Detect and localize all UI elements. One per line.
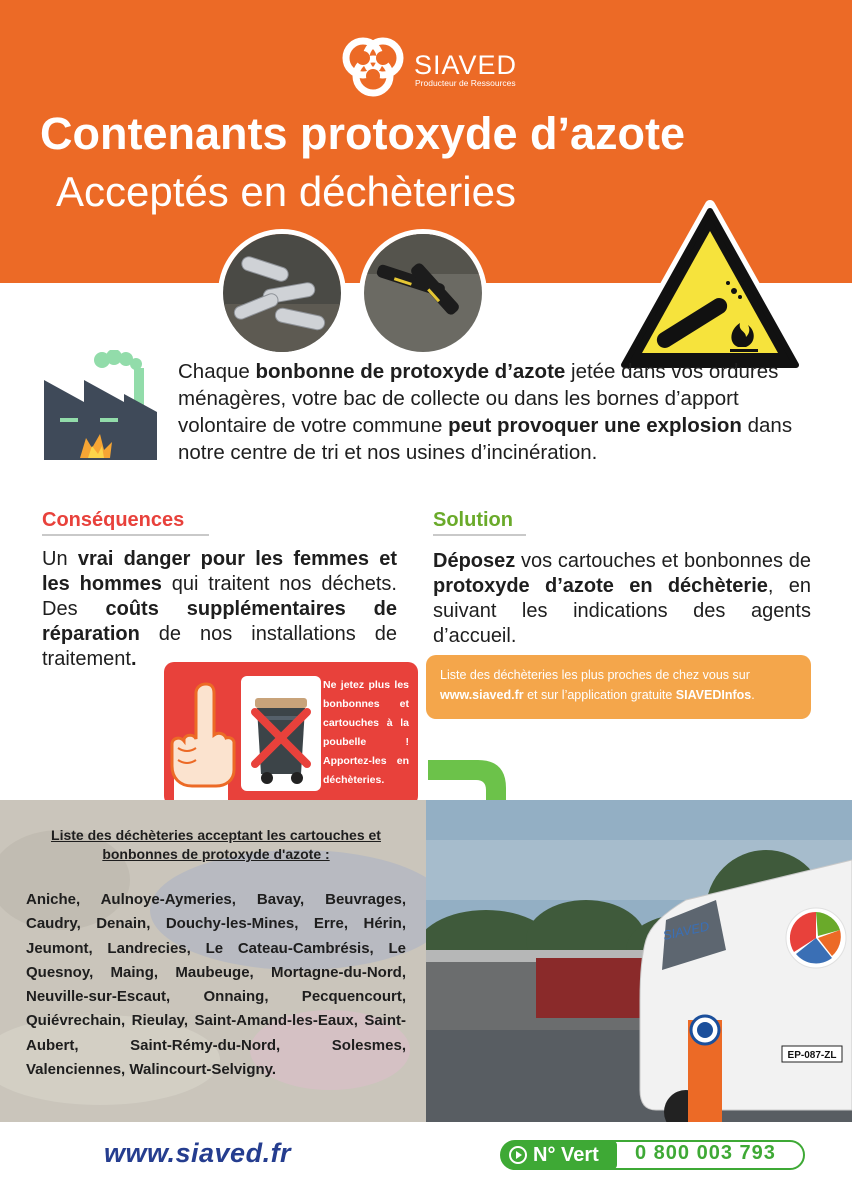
page-title: Contenants protoxyde d’azote — [40, 108, 686, 159]
consequences-heading: Conséquences — [42, 509, 209, 536]
solution-heading: Solution — [433, 509, 526, 536]
photo-van — [426, 800, 852, 1122]
gas-cylinder-warning-icon — [612, 199, 808, 375]
phone-icon — [509, 1146, 527, 1164]
license-plate: EP-087-ZL — [787, 1050, 837, 1061]
photo-cartridges — [218, 229, 346, 357]
hand-stop-icon — [166, 676, 240, 804]
footer-website-link[interactable]: www.siaved.fr — [104, 1138, 292, 1168]
numero-vert-label: N° Vert — [501, 1141, 617, 1169]
consequences-text: Un vrai danger pour les femmes et les hommes qui traitent nos déchets. Des coûts supplémentaires de réparation de nos installations de traitement. — [42, 548, 397, 670]
brand-tagline: Producteur de Ressources — [415, 78, 516, 88]
photo-bottles — [359, 229, 487, 357]
list-towns: Aniche, Aulnoye-Aymeries, Bavay, Beuvrages, Caudry, Denain, Douchy-les-Mines, Erre, Hérin, Jeumont, Landrecies, Le Cateau-Cambrésis, Le Quesnoy, Maing, Maubeuge, Mortagne-du-Nord, Neuville-sur-Escaut, Onnaing, Pecquencourt, Quiévrechain, Rieulay, Saint-Amand-les-Eaux, Saint-Aubert, Saint-Rémy-du-Nord, Solesmes, Valenciennes, Walincourt-Selvigny. — [26, 891, 406, 1079]
warning-text: Ne jetez plus les bonbonnes et cartouches à la poubelle ! Apportez-les en déchèteries. — [323, 679, 409, 786]
siaved-logo-icon — [337, 32, 409, 104]
info-box: Liste des déchèteries les plus proches de chez vous sur www.siaved.fr et sur l’application gratuite SIAVEDInfos. — [426, 655, 811, 719]
intro-paragraph: Chaque bonbonne de protoxyde d’azote jetée dans vos ordures ménagères, votre bac de collecte ou dans les bornes d’apport volontaire de votre commune peut provoquer une explosion dans notre centre de tri et nos usines d’incinération. — [178, 360, 793, 464]
app-name: SIAVEDInfos — [675, 688, 752, 702]
siaved-link[interactable]: www.siaved.fr — [440, 688, 524, 702]
trash-bin-icon — [241, 676, 321, 791]
van-brand: SIAVED — [661, 918, 711, 943]
list-title: Liste des déchèteries acceptant les cartouches et bonbonnes de protoxyde d'azote : — [51, 827, 381, 862]
brand-name: SIAVED — [414, 50, 518, 80]
solution-text: Déposez vos cartouches et bonbonnes de protoxyde d’azote en déchèterie, en suivant les indications des agents d’accueil. — [433, 550, 811, 647]
factory-icon — [40, 350, 165, 460]
page-subtitle: Acceptés en déchèteries — [56, 168, 516, 215]
phone-number[interactable]: 0 800 003 793 — [635, 1142, 776, 1164]
